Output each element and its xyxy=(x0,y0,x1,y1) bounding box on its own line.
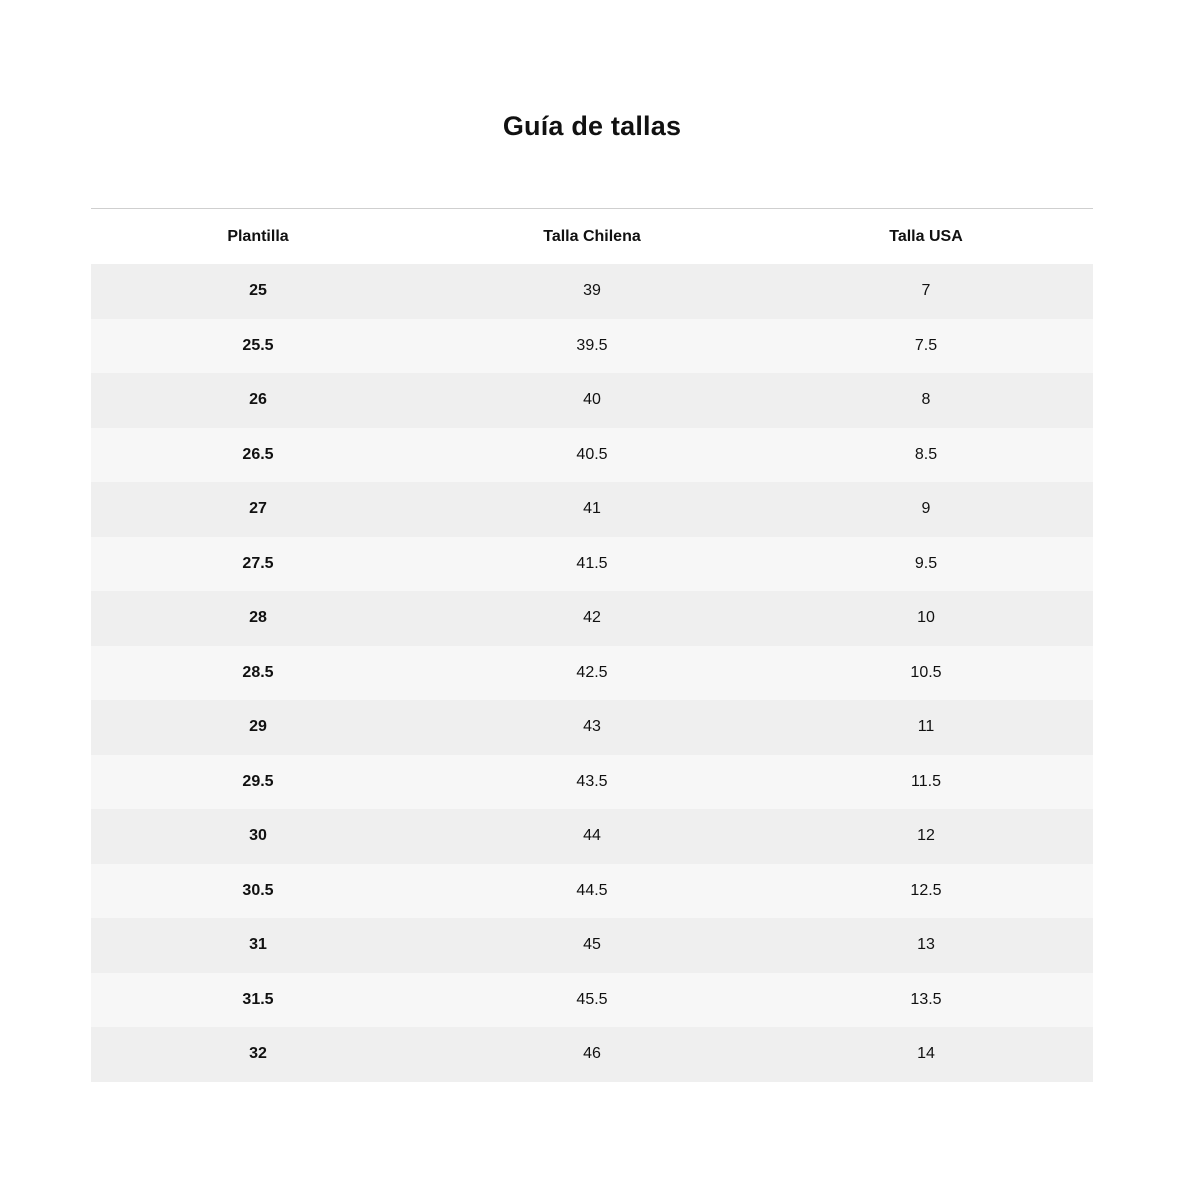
table-row xyxy=(91,1027,1093,1082)
talla-chilena-cell: 40.5 xyxy=(576,445,608,463)
header-plantilla: Plantilla xyxy=(227,227,289,245)
talla-chilena-cell: 39 xyxy=(583,282,601,300)
talla-chilena-cell: 40 xyxy=(583,391,601,409)
table-row xyxy=(91,646,1093,701)
talla-chilena-cell: 43.5 xyxy=(576,772,608,790)
plantilla-cell: 29 xyxy=(249,718,267,736)
talla-usa-cell: 11.5 xyxy=(911,772,941,790)
plantilla-cell: 29.5 xyxy=(242,772,274,790)
talla-chilena-cell: 44.5 xyxy=(576,881,608,899)
header-talla-usa: Talla USA xyxy=(889,227,963,245)
talla-usa-cell: 13 xyxy=(917,936,935,954)
table-header xyxy=(91,209,1093,264)
talla-usa-cell: 9.5 xyxy=(914,554,938,572)
plantilla-cell: 25 xyxy=(249,282,267,300)
table-row xyxy=(91,973,1093,1028)
talla-chilena-cell: 45 xyxy=(583,936,601,954)
talla-chilena-cell: 46 xyxy=(583,1045,601,1063)
talla-chilena-cell: 42.5 xyxy=(576,663,608,681)
talla-usa-cell: 11 xyxy=(917,718,935,736)
talla-usa-cell: 12 xyxy=(917,827,935,845)
plantilla-cell: 27 xyxy=(249,500,267,518)
page-title: Guía de tallas xyxy=(502,111,682,142)
talla-chilena-cell: 41 xyxy=(583,500,601,518)
talla-usa-cell: 13.5 xyxy=(910,990,942,1008)
talla-usa-cell: 9 xyxy=(921,500,931,518)
plantilla-cell: 28.5 xyxy=(242,663,274,681)
plantilla-cell: 32 xyxy=(249,1045,267,1063)
plantilla-cell: 28 xyxy=(249,609,267,627)
table-row xyxy=(91,918,1093,973)
talla-chilena-cell: 39.5 xyxy=(576,336,608,354)
table-row xyxy=(91,809,1093,864)
table-body xyxy=(91,264,1093,1082)
talla-usa-cell: 8.5 xyxy=(914,445,938,463)
talla-chilena-cell: 42 xyxy=(583,609,601,627)
plantilla-cell: 27.5 xyxy=(242,554,274,572)
talla-chilena-cell: 41.5 xyxy=(576,554,608,572)
table-row xyxy=(91,700,1093,755)
plantilla-cell: 25.5 xyxy=(242,336,274,354)
table-row xyxy=(91,591,1093,646)
table-row xyxy=(91,319,1093,374)
talla-usa-cell: 8 xyxy=(921,391,931,409)
talla-chilena-cell: 44 xyxy=(583,827,601,845)
talla-usa-cell: 7 xyxy=(921,282,931,300)
talla-chilena-cell: 43 xyxy=(583,718,601,736)
table-row xyxy=(91,428,1093,483)
size-guide-table xyxy=(91,208,1093,1082)
plantilla-cell: 26 xyxy=(249,391,267,409)
talla-usa-cell: 10.5 xyxy=(910,663,942,681)
plantilla-cell: 30.5 xyxy=(242,881,274,899)
plantilla-cell: 31 xyxy=(249,936,267,954)
table-row xyxy=(91,755,1093,810)
plantilla-cell: 31.5 xyxy=(242,990,274,1008)
talla-usa-cell: 14 xyxy=(917,1045,935,1063)
plantilla-cell: 26.5 xyxy=(242,445,274,463)
table-row xyxy=(91,537,1093,592)
table-row xyxy=(91,864,1093,919)
table-row xyxy=(91,482,1093,537)
plantilla-cell: 30 xyxy=(249,827,267,845)
talla-usa-cell: 12.5 xyxy=(910,881,942,899)
talla-usa-cell: 10 xyxy=(917,609,935,627)
table-row xyxy=(91,373,1093,428)
talla-chilena-cell: 45.5 xyxy=(576,990,608,1008)
talla-usa-cell: 7.5 xyxy=(914,336,938,354)
table-row xyxy=(91,264,1093,319)
header-talla-chilena: Talla Chilena xyxy=(543,227,641,245)
